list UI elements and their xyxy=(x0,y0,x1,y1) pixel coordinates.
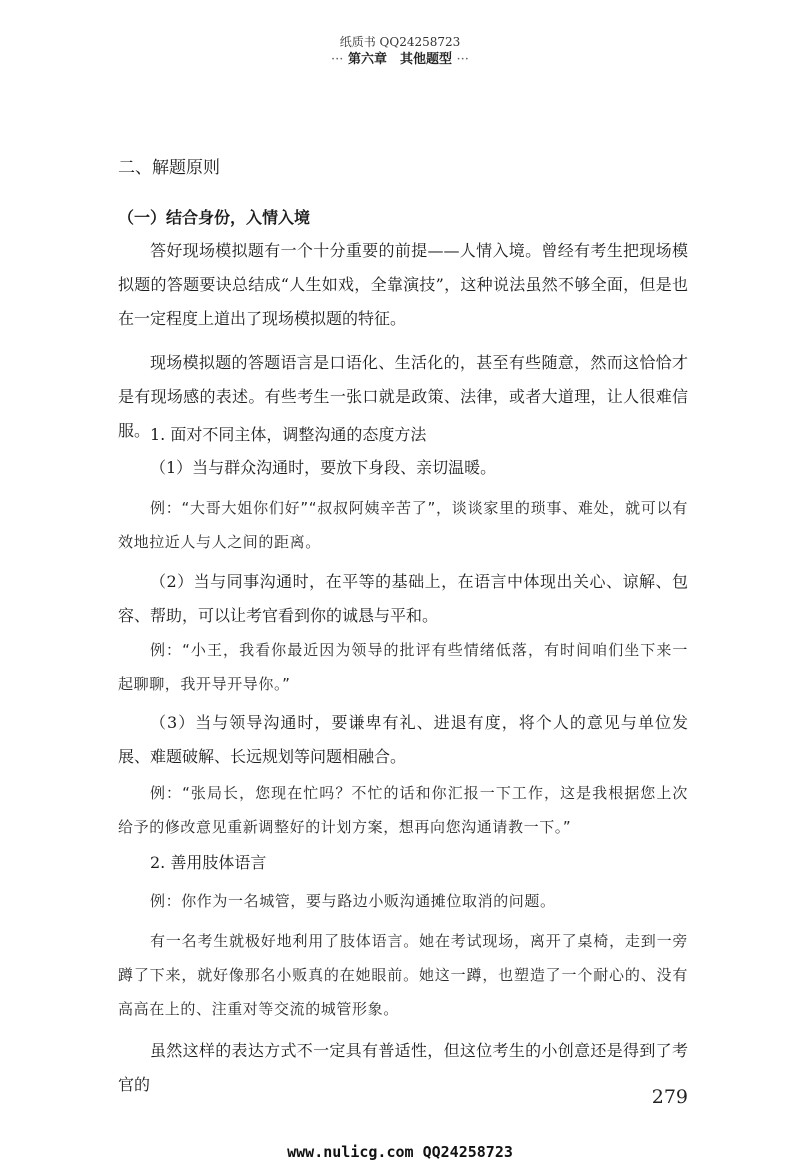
footer-watermark: www.nulicg.com QQ24258723 xyxy=(287,1143,513,1161)
paragraph-closing: 虽然这样的表达方式不一定具有普适性，但这位考生的小创意还是得到了考官的 xyxy=(118,1041,688,1094)
list-item-1: （1）当与群众沟通时，要放下身段、亲切温暖。 xyxy=(150,458,497,477)
section-title: 二、解题原则 xyxy=(118,158,220,178)
subsection-title: （一）结合身份，入情入境 xyxy=(118,208,311,227)
page-number: 279 xyxy=(651,1086,688,1108)
heading-point-1: 1. 面对不同主体，调整沟通的态度方法 xyxy=(150,425,427,444)
running-header xyxy=(0,53,800,66)
example-3: 例：“张局长，您现在忙吗？不忙的话和你汇报一下工作，这是我根据您上次给予的修改意见重新调整好的计划方案，想再向您沟通请教一下。” xyxy=(118,784,688,836)
example-4: 例：你作为一名城管，要与路边小贩沟通摊位取消的问题。 xyxy=(150,892,556,910)
heading-point-2: 2. 善用肢体语言 xyxy=(150,853,267,872)
list-item-2: （2）当与同事沟通时，在平等的基础上，在语言中体现出关心、谅解、包容、帮助，可以让考官看到你的诚恳与平和。 xyxy=(118,572,688,625)
example-1: 例：“大哥大姐你们好”“叔叔阿姨辛苦了”，谈谈家里的琐事、难处，就可以有效地拉近人与人之间的距离。 xyxy=(118,499,688,551)
chapter-title: 第六章 其他题型 xyxy=(347,52,452,67)
example-5: 有一名考生就极好地利用了肢体语言。她在考试现场，离开了桌椅，走到一旁蹲了下来，就好像那名小贩真的在她眼前。她这一蹲，也塑造了一个耐心的、没有高高在上的、注重对等交流的城管形象。 xyxy=(118,932,688,1018)
example-2: 例：“小王，我看你最近因为领导的批评有些情绪低落，有时间咱们坐下来一起聊聊，我开导开导你。” xyxy=(118,641,688,693)
paragraph-premise: 答好现场模拟题有一个十分重要的前提——人情入境。曾经有考生把现场模拟题的答题要诀总结成“人生如戏，全靠演技”，这种说法虽然不够全面，但是也在一定程度上道出了现场模拟题的特征。 xyxy=(118,241,688,328)
header-dots-left: ··· xyxy=(331,52,344,67)
list-item-3: （3）当与领导沟通时，要谦卑有礼、进退有度，将个人的意见与单位发展、难题破解、长远规划等问题相融合。 xyxy=(118,713,688,766)
header-watermark: 纸质书 QQ24258723 xyxy=(339,35,461,49)
header-dots-right: ··· xyxy=(456,52,469,67)
paragraph-language: 现场模拟题的答题语言是口语化、生活化的，甚至有些随意，然而这恰恰才是有现场感的表述。有些考生一张口就是政策、法律，或者大道理，让人很难信服。 xyxy=(118,353,688,440)
